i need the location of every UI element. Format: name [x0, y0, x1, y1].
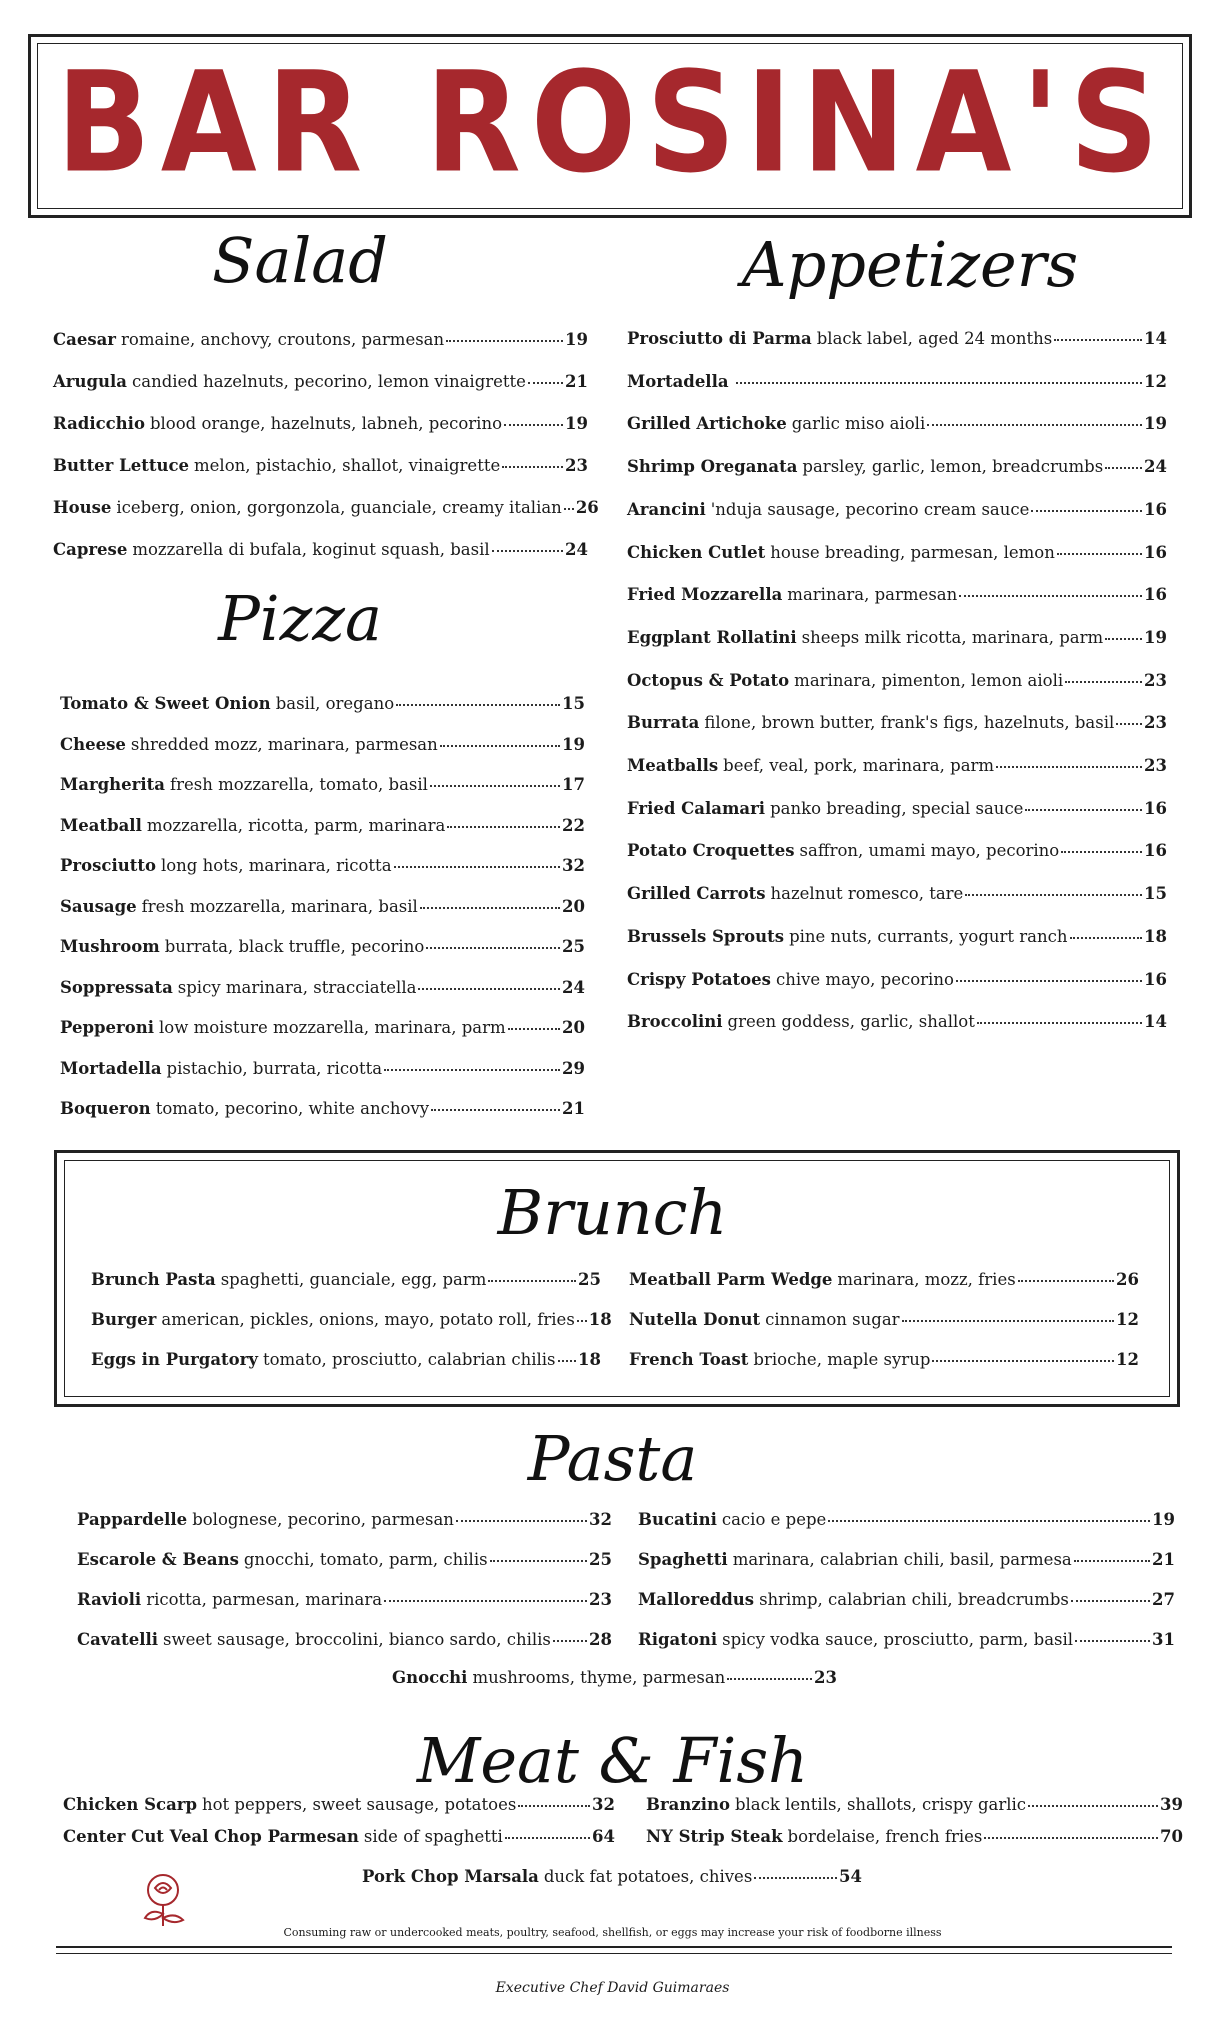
menu-item — [53, 416, 588, 433]
item-name: Cheese — [60, 734, 126, 754]
item-price: 64 — [592, 1827, 615, 1846]
dot-leader — [1025, 809, 1142, 811]
dot-leader — [396, 704, 560, 706]
item-name: House — [53, 498, 112, 517]
item-name: Grilled Artichoke — [627, 414, 787, 434]
item-name: Crispy Potatoes — [627, 969, 771, 989]
item-name: Chicken Cutlet — [627, 542, 766, 562]
menu-item — [627, 587, 1167, 604]
dot-leader — [1105, 638, 1142, 640]
dot-leader — [505, 1837, 590, 1839]
dot-leader — [996, 766, 1142, 768]
item-name: Chicken Scarp — [63, 1795, 197, 1814]
item-price: 23 — [1144, 713, 1167, 733]
item-price: 16 — [1144, 542, 1167, 562]
item-description: marinara, pimenton, lemon aioli — [794, 670, 1064, 690]
menu-item — [60, 939, 585, 956]
item-name: Mushroom — [60, 937, 160, 956]
menu-item — [60, 977, 585, 997]
menu-item — [53, 458, 588, 475]
dot-leader — [426, 947, 560, 949]
item-price: 16 — [1144, 585, 1167, 605]
item-name: Pork Chop Marsala — [362, 1867, 539, 1886]
rose-icon — [135, 1868, 195, 1930]
item-description: spicy marinara, stracciatella — [177, 977, 417, 997]
menu-item — [53, 542, 588, 559]
menu-item — [629, 1352, 1139, 1369]
item-description: pine nuts, currants, yogurt ranch — [789, 926, 1068, 946]
item-price: 24 — [562, 977, 585, 997]
meat-fish-center-item — [362, 1869, 862, 1886]
item-name: Fried Mozzarella — [627, 585, 783, 605]
item-name: Brunch Pasta — [91, 1270, 216, 1289]
item-price: 16 — [1144, 798, 1167, 818]
dot-leader — [430, 785, 560, 787]
item-price: 19 — [565, 330, 588, 349]
item-description: sheeps milk ricotta, marinara, parm — [801, 627, 1104, 647]
item-description: black label, aged 24 months — [816, 329, 1053, 348]
item-name: Mortadella — [627, 371, 729, 391]
item-price: 26 — [1116, 1270, 1139, 1289]
item-name: Branzino — [646, 1795, 730, 1814]
item-price: 19 — [565, 414, 588, 433]
menu-item — [60, 777, 585, 794]
item-name: Nutella Donut — [629, 1310, 761, 1329]
dot-leader — [932, 1360, 1114, 1362]
item-name: Burrata — [627, 713, 700, 733]
dot-leader — [384, 1600, 587, 1602]
dot-leader — [447, 826, 560, 828]
item-description: fresh mozzarella, marinara, basil — [141, 896, 418, 916]
item-description: tomato, pecorino, white anchovy — [155, 1099, 430, 1118]
item-name: Grilled Carrots — [627, 884, 766, 904]
menu-item — [60, 1101, 585, 1118]
item-name: Rigatoni — [638, 1630, 718, 1649]
item-price: 21 — [562, 1099, 585, 1118]
chef-credit: Executive Chef David Guimaraes — [495, 1980, 730, 1996]
restaurant-title: BAR ROSINA'S — [56, 42, 1169, 205]
item-description: low moisture mozzarella, marinara, parm — [159, 1018, 506, 1037]
meat-fish-heading: Meat & Fish — [416, 1724, 809, 1797]
item-description: panko breading, special sauce — [770, 798, 1024, 818]
item-name: Burger — [91, 1310, 157, 1329]
menu-item — [627, 843, 1167, 860]
menu-item — [60, 1058, 585, 1078]
item-description: shrimp, calabrian chili, breadcrumbs — [759, 1590, 1069, 1609]
item-name: Eggplant Rollatini — [627, 627, 797, 647]
item-description: marinara, calabrian chili, basil, parmesa — [732, 1550, 1072, 1569]
item-price: 16 — [1144, 969, 1167, 989]
item-name: Octopus & Potato — [627, 670, 790, 690]
dot-leader — [1116, 723, 1142, 725]
item-description: fresh mozzarella, tomato, basil — [169, 775, 428, 794]
dot-leader — [1105, 467, 1142, 469]
item-price: 19 — [1152, 1510, 1175, 1529]
dot-leader — [384, 1069, 560, 1071]
item-description: shredded mozz, marinara, parmesan — [130, 734, 438, 754]
item-name: Arancini — [627, 499, 706, 519]
item-price: 25 — [562, 937, 585, 956]
footer-divider-thin — [56, 1953, 1172, 1954]
item-name: Caesar — [53, 330, 116, 349]
item-price: 17 — [562, 775, 585, 794]
menu-item — [646, 1829, 1183, 1846]
item-price: 12 — [1116, 1350, 1139, 1369]
brunch-heading: Brunch — [497, 1176, 728, 1249]
dot-leader — [488, 1280, 576, 1282]
item-name: Eggs in Purgatory — [91, 1350, 258, 1369]
dot-leader — [553, 1640, 587, 1642]
item-description: cacio e pepe — [721, 1510, 827, 1529]
item-price: 19 — [1144, 627, 1167, 647]
dot-leader — [1054, 339, 1142, 341]
menu-item — [77, 1592, 612, 1609]
dot-leader — [558, 1360, 577, 1362]
item-description: hot peppers, sweet sausage, potatoes — [202, 1795, 517, 1814]
item-price: 23 — [1144, 756, 1167, 775]
pasta-center-item — [392, 1670, 837, 1687]
menu-item — [91, 1352, 601, 1369]
item-price: 19 — [1144, 414, 1167, 434]
item-price: 18 — [578, 1350, 601, 1369]
dot-leader — [394, 866, 561, 868]
menu-item — [638, 1512, 1175, 1529]
item-name: Prosciutto di Parma — [627, 329, 812, 348]
dot-leader — [1057, 553, 1142, 555]
item-price: 32 — [589, 1510, 612, 1529]
dot-leader — [504, 424, 563, 426]
item-description: tomato, prosciutto, calabrian chilis — [262, 1350, 556, 1369]
item-description: beef, veal, pork, marinara, parm — [723, 756, 995, 775]
item-price: 14 — [1144, 329, 1167, 348]
dot-leader — [518, 1805, 590, 1807]
menu-item — [627, 758, 1167, 775]
menu-item — [63, 1829, 615, 1846]
dot-leader — [1018, 1280, 1114, 1282]
menu-item — [638, 1552, 1175, 1569]
dot-leader — [1065, 681, 1142, 683]
dot-leader — [564, 508, 574, 510]
item-price: 32 — [562, 856, 585, 875]
dot-leader — [902, 1320, 1114, 1322]
item-name: Fried Calamari — [627, 798, 766, 818]
item-description: iceberg, onion, gorgonzola, guanciale, creamy italian — [116, 498, 562, 517]
item-name: Caprese — [53, 540, 128, 559]
item-description: filone, brown butter, frank's figs, hazelnuts, basil — [704, 713, 1115, 733]
item-description: mushrooms, thyme, parmesan — [472, 1668, 726, 1687]
item-name: Sausage — [60, 896, 137, 916]
menu-item — [627, 926, 1167, 946]
item-name: Meatballs — [627, 756, 719, 775]
item-description: bolognese, pecorino, parmesan — [192, 1510, 454, 1529]
item-name: Gnocchi — [392, 1668, 468, 1687]
item-price: 31 — [1152, 1630, 1175, 1649]
dot-leader — [446, 340, 563, 342]
menu-item — [627, 331, 1167, 348]
item-name: Center Cut Veal Chop Parmesan — [63, 1827, 359, 1846]
item-price: 23 — [814, 1668, 837, 1687]
item-description: melon, pistachio, shallot, vinaigrette — [194, 456, 501, 475]
item-description: ricotta, parmesan, marinara — [146, 1590, 383, 1609]
menu-item — [627, 459, 1167, 476]
item-price: 22 — [562, 815, 585, 835]
dot-leader — [420, 907, 560, 909]
item-description: hazelnut romesco, tare — [770, 884, 964, 904]
item-price: 12 — [1144, 371, 1167, 391]
item-name: Prosciutto — [60, 856, 156, 875]
item-name: Boqueron — [60, 1099, 151, 1118]
menu-item — [91, 1272, 601, 1289]
item-price: 23 — [565, 456, 588, 475]
menu-item — [63, 1797, 615, 1814]
item-name: Cavatelli — [77, 1630, 159, 1649]
item-price: 26 — [575, 498, 599, 517]
item-description: spicy vodka sauce, prosciutto, parm, basil — [722, 1630, 1074, 1649]
item-price: 25 — [589, 1550, 612, 1569]
item-description: chive mayo, pecorino — [775, 969, 954, 989]
menu-item — [53, 332, 588, 349]
dot-leader — [984, 1837, 1158, 1839]
pizza-heading: Pizza — [218, 582, 382, 655]
item-description: blood orange, hazelnuts, labneh, pecorino — [149, 414, 503, 433]
item-name: Brussels Sprouts — [627, 926, 785, 946]
dot-leader — [492, 550, 563, 552]
footer-divider — [56, 1946, 1172, 1948]
item-price: 21 — [1152, 1550, 1175, 1569]
item-description: long hots, marinara, ricotta — [160, 856, 392, 875]
menu-item — [53, 374, 588, 391]
item-price: 39 — [1160, 1795, 1183, 1814]
appetizers-heading: Appetizers — [741, 228, 1079, 301]
dot-leader — [1070, 937, 1143, 939]
menu-item — [627, 1014, 1167, 1031]
dot-leader — [754, 1877, 837, 1879]
item-name: Escarole & Beans — [77, 1550, 239, 1569]
item-price: 16 — [1144, 841, 1167, 861]
dot-leader — [456, 1520, 587, 1522]
dot-leader — [956, 980, 1142, 982]
dot-leader — [828, 1520, 1150, 1522]
item-price: 28 — [589, 1630, 612, 1649]
item-description: candied hazelnuts, pecorino, lemon vinaigrette — [131, 372, 526, 391]
menu-item — [627, 798, 1167, 818]
item-description: duck fat potatoes, chives — [543, 1867, 753, 1886]
item-price: 18 — [588, 1310, 612, 1329]
dot-leader — [959, 595, 1142, 597]
menu-item — [91, 1310, 612, 1329]
menu-item — [627, 542, 1167, 562]
dot-leader — [502, 466, 563, 468]
item-name: Malloreddus — [638, 1590, 755, 1609]
item-description: brioche, maple syrup — [753, 1350, 931, 1369]
dot-leader — [431, 1109, 560, 1111]
dot-leader — [440, 745, 560, 747]
pasta-heading: Pasta — [527, 1422, 698, 1495]
item-name: Meatball Parm Wedge — [629, 1270, 833, 1289]
menu-item — [629, 1312, 1139, 1329]
menu-item — [60, 815, 585, 835]
item-name: Meatball — [60, 815, 142, 835]
dot-leader — [490, 1560, 587, 1562]
item-description: marinara, mozz, fries — [837, 1270, 1016, 1289]
dot-leader — [1075, 1640, 1150, 1642]
dot-leader — [1071, 1600, 1150, 1602]
menu-item — [627, 715, 1167, 732]
item-name: Arugula — [53, 372, 127, 391]
item-price: 25 — [578, 1270, 601, 1289]
menu-item — [53, 498, 599, 517]
item-name: Ravioli — [77, 1590, 142, 1609]
item-price: 12 — [1116, 1310, 1139, 1329]
disclaimer-text: Consuming raw or undercooked meats, poultry, seafood, shellfish, or eggs may increase your risk of foodborne illness — [283, 1926, 942, 1939]
item-description: burrata, black truffle, pecorino — [164, 937, 425, 956]
item-name: Pappardelle — [77, 1510, 188, 1529]
item-description: parsley, garlic, lemon, breadcrumbs — [802, 457, 1104, 477]
menu-item — [392, 1670, 837, 1687]
dot-leader — [418, 988, 560, 990]
menu-item — [627, 371, 1167, 391]
item-description: american, pickles, onions, mayo, potato roll, fries — [161, 1310, 575, 1329]
item-description: basil, oregano — [275, 694, 395, 713]
item-name: Bucatini — [638, 1510, 717, 1529]
item-name: Potato Croquettes — [627, 841, 795, 861]
menu-item — [60, 734, 585, 754]
item-description: bordelaise, french fries — [787, 1827, 983, 1846]
item-description: side of spaghetti — [363, 1827, 503, 1846]
item-price: 54 — [839, 1867, 862, 1886]
item-name: Soppressata — [60, 977, 173, 997]
menu-item — [77, 1632, 612, 1649]
item-price: 23 — [589, 1590, 612, 1609]
menu-item — [362, 1869, 862, 1886]
menu-item — [60, 858, 585, 875]
menu-item — [627, 670, 1167, 690]
item-price: 20 — [562, 896, 585, 916]
dot-leader — [1061, 851, 1142, 853]
item-description: green goddess, garlic, shallot — [727, 1012, 975, 1032]
item-price: 18 — [1144, 926, 1167, 946]
menu-item — [627, 627, 1167, 647]
menu-item — [627, 886, 1167, 903]
dot-leader — [977, 1022, 1142, 1024]
item-description: garlic miso aioli — [791, 414, 926, 434]
item-name: Shrimp Oreganata — [627, 457, 798, 477]
item-price: 27 — [1152, 1590, 1175, 1609]
menu-item — [627, 499, 1167, 519]
item-description: mozzarella di bufala, koginut squash, basil — [132, 540, 490, 559]
menu-item — [77, 1552, 612, 1569]
item-price: 15 — [562, 694, 585, 713]
item-name: Tomato & Sweet Onion — [60, 694, 271, 713]
dot-leader — [736, 382, 1142, 384]
item-description: black lentils, shallots, crispy garlic — [734, 1795, 1027, 1814]
item-description: sweet sausage, broccolini, bianco sardo, chilis — [163, 1630, 551, 1649]
item-price: 15 — [1144, 884, 1167, 904]
menu-item — [77, 1512, 612, 1529]
item-name: Spaghetti — [638, 1550, 728, 1569]
item-price: 19 — [562, 734, 585, 754]
item-name: Broccolini — [627, 1012, 723, 1032]
menu-item — [638, 1632, 1175, 1649]
dot-leader — [528, 382, 563, 384]
item-price: 24 — [1144, 457, 1167, 477]
dot-leader — [577, 1320, 587, 1322]
item-description: mozzarella, ricotta, parm, marinara — [146, 815, 446, 835]
menu-item — [627, 969, 1167, 989]
dot-leader — [927, 424, 1142, 426]
dot-leader — [727, 1678, 812, 1680]
menu-item — [60, 696, 585, 713]
dot-leader — [1031, 510, 1142, 512]
item-description: house breading, parmesan, lemon — [770, 542, 1055, 562]
item-price: 20 — [562, 1018, 585, 1037]
item-description: romaine, anchovy, croutons, parmesan — [121, 330, 445, 349]
item-price: 21 — [565, 372, 588, 391]
menu-item — [638, 1592, 1175, 1609]
menu-item — [627, 416, 1167, 433]
item-description: saffron, umami mayo, pecorino — [799, 841, 1060, 861]
dot-leader — [1074, 1560, 1150, 1562]
item-price: 70 — [1160, 1827, 1183, 1846]
menu-item — [60, 896, 585, 916]
item-name: Mortadella — [60, 1058, 162, 1078]
item-description: gnocchi, tomato, parm, chilis — [243, 1550, 488, 1569]
item-description: spaghetti, guanciale, egg, parm — [220, 1270, 487, 1289]
dot-leader — [965, 894, 1142, 896]
dot-leader — [1028, 1805, 1158, 1807]
item-name: Pepperoni — [60, 1018, 154, 1037]
salad-heading: Salad — [212, 224, 388, 297]
item-description: pistachio, burrata, ricotta — [166, 1058, 383, 1078]
item-price: 32 — [592, 1795, 615, 1814]
menu-item — [60, 1020, 585, 1037]
item-name: Margherita — [60, 775, 165, 794]
item-description: marinara, parmesan — [787, 585, 958, 605]
item-description: 'nduja sausage, pecorino cream sauce — [710, 499, 1030, 519]
item-price: 24 — [565, 540, 588, 559]
item-name: NY Strip Steak — [646, 1827, 783, 1846]
item-price: 14 — [1144, 1012, 1167, 1032]
dot-leader — [508, 1028, 560, 1030]
menu-item — [646, 1797, 1183, 1814]
item-description: cinnamon sugar — [765, 1310, 900, 1329]
item-name: Radicchio — [53, 414, 145, 433]
item-price: 16 — [1144, 499, 1167, 519]
menu-item — [629, 1272, 1139, 1289]
item-name: Butter Lettuce — [53, 456, 190, 475]
item-price: 23 — [1144, 670, 1167, 690]
item-price: 29 — [562, 1058, 585, 1078]
item-name: French Toast — [629, 1350, 749, 1369]
